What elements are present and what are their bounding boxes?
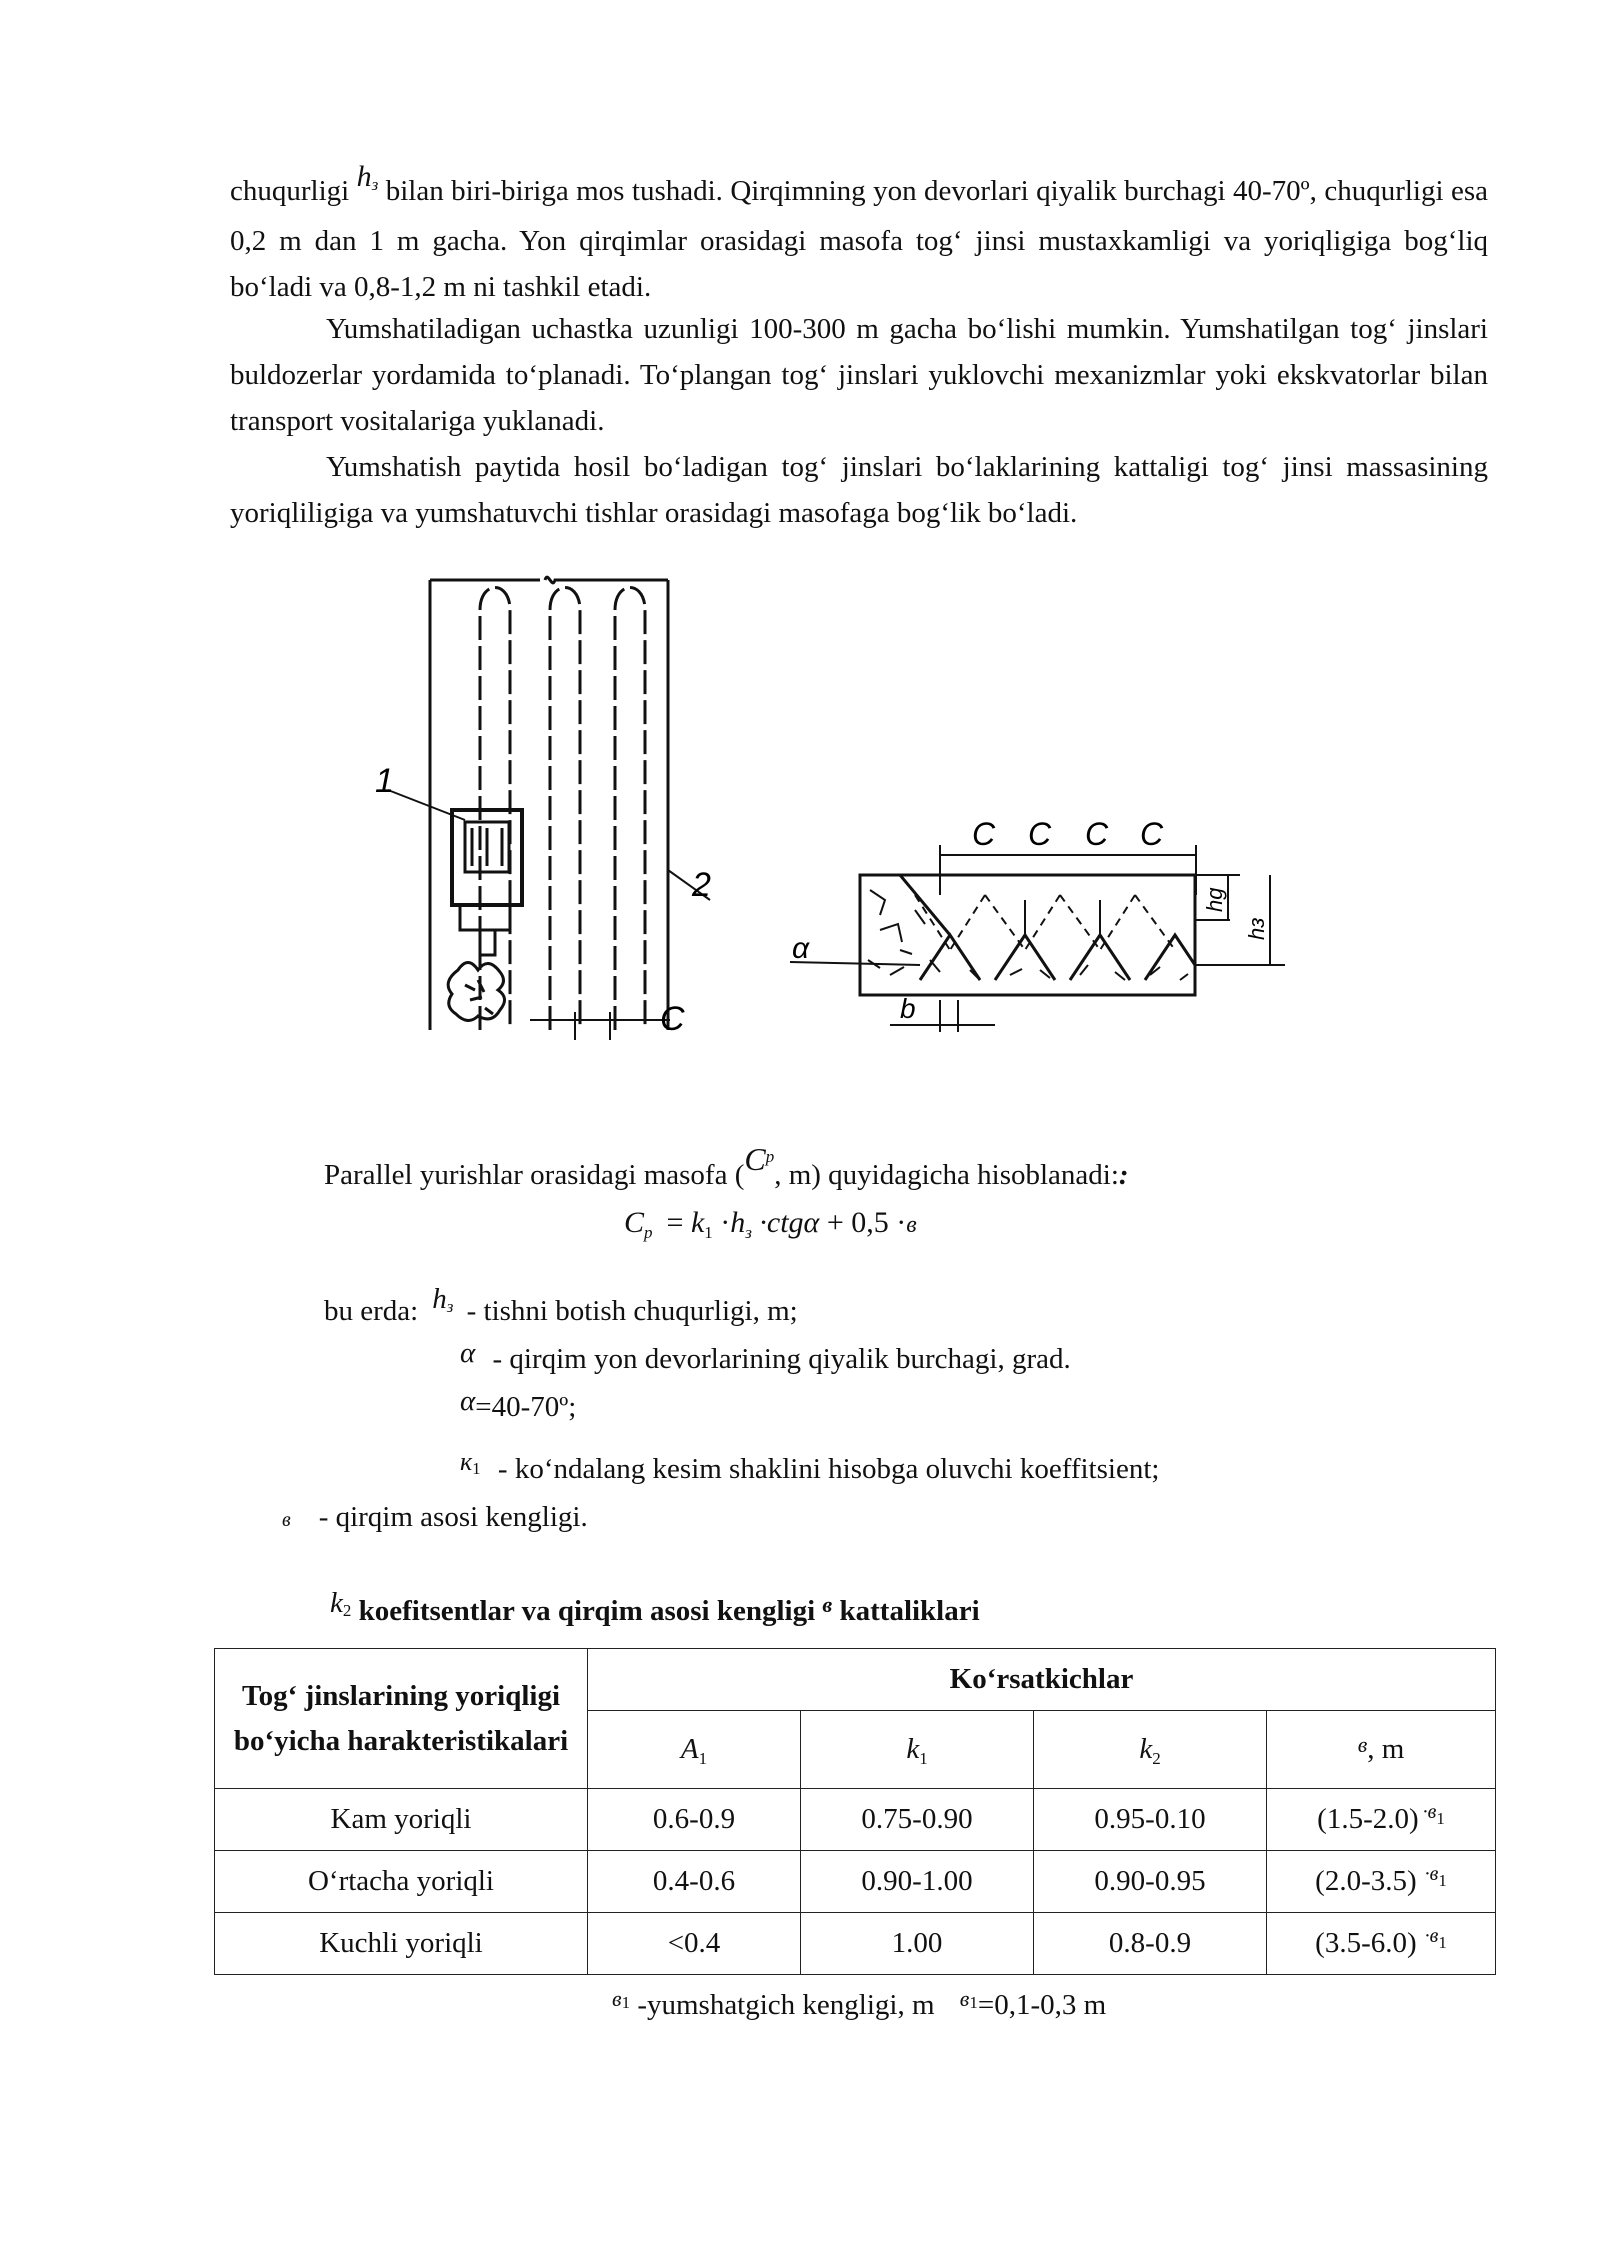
row-name: Kam yoriqli <box>215 1789 588 1851</box>
table-footnote: $^{в1}$ -yumshatgich kengligi, m $^{в1}$=0,1-0,3 m <box>612 1986 1107 2021</box>
header-a1: $A_1$ <box>588 1711 801 1789</box>
label-1: 1 <box>375 762 394 800</box>
row-k2: 0.95-0.10 <box>1034 1789 1267 1851</box>
symbol-h-subscript: з <box>371 175 379 194</box>
row-b: (2.0-3.5) $^{\cdot в}$1 <box>1267 1851 1496 1913</box>
paragraph-3: Yumshatish paytida hosil bo‘ladigan tog‘ jinslari bo‘laklarining kattaligi tog‘ jinsi massasining yoriqliligiga va yumshatuvchi tishlar orasidagi masofaga bog‘lik bo‘ladi. <box>230 451 1488 529</box>
row-a1: <0.4 <box>588 1913 801 1975</box>
label-hz: hз <box>1244 917 1269 940</box>
label-c-left: C <box>660 1000 685 1038</box>
row-a1: 0.4-0.6 <box>588 1851 801 1913</box>
formula: $C_p = k_1 \cdot h_з \cdot ctg\alpha + 0,5 \cdot в$ <box>624 1206 917 1242</box>
row-b: (1.5-2.0) $^{\cdot в}$1 <box>1267 1789 1496 1851</box>
row-name: Kuchli yoriqli <box>215 1913 588 1975</box>
row-k2: 0.90-0.95 <box>1034 1851 1267 1913</box>
row-b: (3.5-6.0) $^{\cdot в}$1 <box>1267 1913 1496 1975</box>
table-row <box>215 1851 1496 1913</box>
row-k1: 0.75-0.90 <box>801 1789 1034 1851</box>
row-a1: 0.6-0.9 <box>588 1789 801 1851</box>
table-row <box>215 1789 1496 1851</box>
label-c-4: C <box>1140 816 1164 852</box>
table-row <box>215 1913 1496 1975</box>
coefficients-table <box>214 1648 1496 1975</box>
paragraph-2: Yumshatiladigan uchastka uzunligi 100-300 m gacha bo‘lishi mumkin. Yumshatilgan tog‘ jinslari buldozerlar yordamida to‘planadi. To‘plangan tog‘ jinslari yuklovchi mexanizmlar yoki ekskvatorlar bilan transport vositalariga yuklanadi. <box>230 313 1488 437</box>
row-k1: 1.00 <box>801 1913 1034 1975</box>
header-k2: $k_2$ <box>1034 1711 1267 1789</box>
figure-ripper-layout <box>370 560 730 1050</box>
label-2: 2 <box>692 866 711 904</box>
symbol-h: h <box>356 160 372 193</box>
legend-alpha: α - qirqim yon devorlarining qiyalik burchagi, grad. <box>460 1337 1071 1375</box>
figure-cross-section <box>780 800 1310 1050</box>
header-rock-characteristics: Tog‘ jinslarining yoriqligi bo‘yicha harakteristikalari <box>215 1649 588 1789</box>
header-indicators: Ko‘rsatkichlar <box>588 1649 1496 1711</box>
header-b: $^в$, m <box>1267 1711 1496 1789</box>
label-hg: hg <box>1202 887 1227 912</box>
label-alpha: α <box>792 932 810 965</box>
label-c-3: C <box>1085 816 1109 852</box>
legend-b: в - qirqim asosi kengligi. <box>282 1501 588 1533</box>
paragraph-1: chuqurligi $h^з$ bilan biri-biriga mos tushadi. Qirqimning yon devorlari qiyalik burchagi 40-70º, chuqurligi esa 0,2 m dan 1 m gacha. Yon qirqimlar orasidagi masofa tog‘ jinsi mustaxkamligi va yoriqligiga bog‘liq bo‘ladi va 0,8-1,2 m ni tashkil etadi. <box>230 160 1488 303</box>
legend-h: bu erda: $h^з$ - tishni botish chuqurligi, m; <box>324 1283 798 1327</box>
row-name: O‘rtacha yoriqli <box>215 1851 588 1913</box>
row-k2: 0.8-0.9 <box>1034 1913 1267 1975</box>
label-c-2: C <box>1028 816 1052 852</box>
table-title: k2 koefitsentlar va qirqim asosi kengligi $^в$ kattaliklari <box>330 1587 980 1627</box>
legend-alpha-range: α=40-70º; <box>460 1385 577 1423</box>
row-k1: 0.90-1.00 <box>801 1851 1034 1913</box>
label-b: b <box>900 993 916 1024</box>
header-k1: $k_1$ <box>801 1711 1034 1789</box>
label-c-1: C <box>972 816 996 852</box>
legend-k1: к1 - ko‘ndalang kesim shaklini hisobga oluvchi koeffitsient; <box>460 1447 1160 1485</box>
formula-intro: Parallel yurishlar orasidagi masofa ($C^p$, m) quyidagicha hisoblanadi:: <box>324 1141 1129 1191</box>
